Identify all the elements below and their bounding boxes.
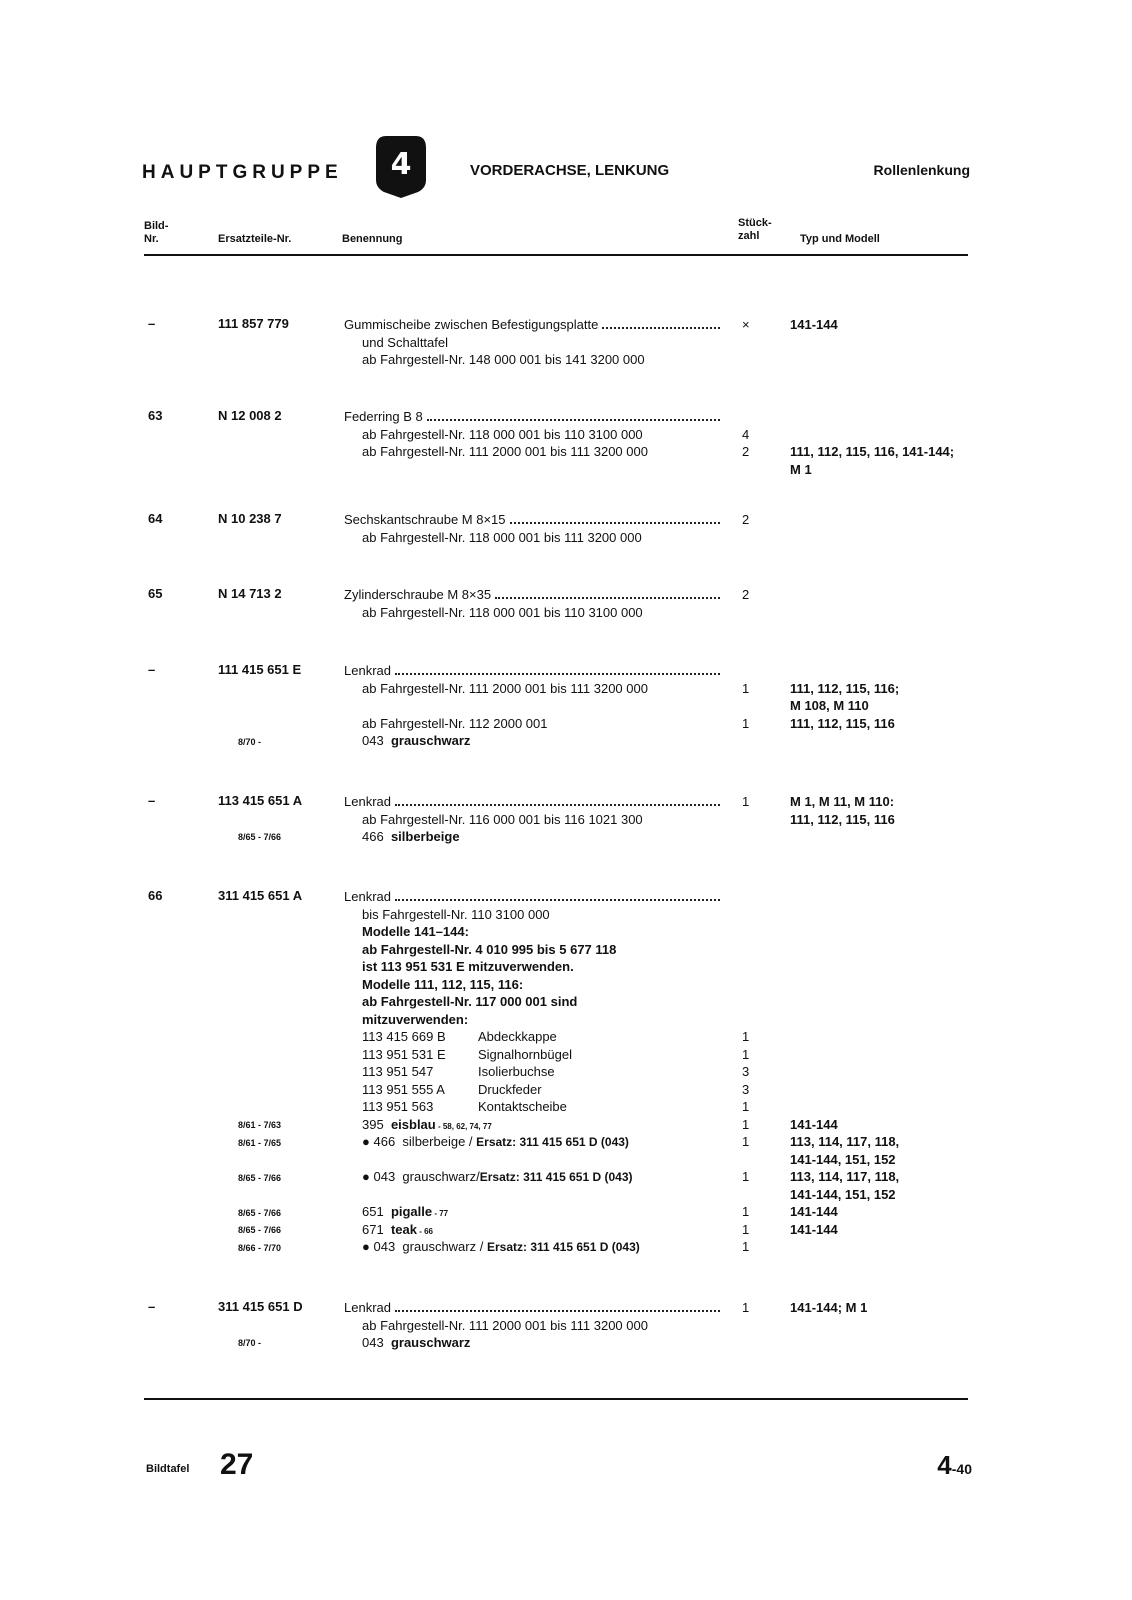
qty-value: 1: [742, 1029, 750, 1044]
group-label: HAUPTGRUPPE: [142, 162, 343, 183]
col-name: Benennung: [342, 233, 403, 245]
part-number: 113 415 651 A: [218, 793, 303, 808]
desc-line: ab Fahrgestell-Nr. 111 2000 001 bis 111 3200 000: [362, 444, 648, 459]
desc-line: bis Fahrgestell-Nr. 110 3100 000: [362, 906, 550, 922]
qty-value: ×: [742, 317, 750, 332]
qty: [742, 793, 772, 811]
color-name: silberbeige /: [402, 1134, 477, 1149]
bild-nr: –: [148, 1299, 156, 1314]
type-value: 141-144: [790, 1221, 838, 1237]
col-bild-2: Nr.: [144, 233, 159, 245]
color-name: eisblau: [390, 1116, 436, 1132]
color-name: silberbeige: [390, 829, 460, 844]
desc-line: Lenkrad: [344, 794, 391, 809]
leader-dots: [602, 317, 720, 329]
desc-line: ab Fahrgestell-Nr. 118 000 001 bis 110 3100 000: [362, 604, 643, 620]
type-value: 141-144; M 1: [790, 1300, 868, 1315]
date-range: 8/65 - 7/66: [238, 1208, 282, 1218]
type: [790, 408, 990, 478]
sub-part-row: [344, 1063, 720, 1081]
qty-value: 1: [742, 715, 750, 731]
date-range: 8/70 -: [238, 737, 262, 747]
col-part: Ersatzteile-Nr.: [218, 233, 292, 245]
date-range: 8/66 - 7/70: [238, 1243, 282, 1253]
color-name: grauschwarz: [390, 1335, 471, 1350]
replacement-ref: Ersatz: 311 415 651 D (043): [476, 1135, 629, 1149]
col-qty: [738, 217, 772, 243]
date-range: 8/70 -: [238, 1338, 262, 1348]
desc-line: ab Fahrgestell-Nr. 118 000 001 bis 110 3100 000: [362, 426, 643, 442]
desc-line: ab Fahrgestell-Nr. 111 2000 001 bis 111 3200 000: [362, 1317, 648, 1333]
color-name: pigalle: [390, 1204, 433, 1219]
bild-nr: –: [148, 662, 156, 677]
description: [344, 511, 720, 546]
model-note: - 58, 62, 74, 77: [435, 1121, 492, 1131]
footer-rule: [144, 1398, 968, 1400]
part-number: N 10 238 7: [218, 511, 282, 526]
type-value: 111, 112, 115, 116: [790, 715, 895, 731]
color-name: teak: [390, 1221, 417, 1237]
qty-value: 1: [742, 1116, 750, 1132]
bild-nr: 65: [148, 586, 163, 601]
date-range: 8/65 - 7/66: [238, 1173, 282, 1183]
section-title: Rollenlenkung: [873, 162, 970, 178]
leader-dots: [427, 409, 720, 421]
color-code: 651: [362, 1204, 384, 1219]
sub-part-name: Signalhornbügel: [478, 1046, 572, 1062]
header-rule: [144, 254, 968, 256]
sub-part-row: [344, 1081, 720, 1099]
qty-value: 1: [742, 1169, 750, 1184]
leader-dots: [395, 1300, 720, 1312]
replacement-dot: ●: [362, 1239, 370, 1254]
type-value: 141-144, 151, 152: [790, 1151, 896, 1167]
qty-value: 1: [742, 680, 750, 696]
part-number: N 14 713 2: [218, 586, 282, 601]
qty-value: 3: [742, 1081, 750, 1097]
description: [344, 662, 720, 750]
date-range: 8/65 - 7/66: [238, 832, 282, 842]
desc-line: ab Fahrgestell-Nr. 118 000 001 bis 111 3200 000: [362, 529, 642, 545]
sub-part-row: [344, 1028, 720, 1046]
sub-part-name: Druckfeder: [478, 1081, 542, 1097]
desc-line: und Schalttafel: [362, 334, 449, 350]
desc-line: Federring B 8: [344, 409, 423, 424]
qty: [742, 511, 772, 529]
color-name: grauschwarz: [390, 733, 471, 748]
desc-line: Lenkrad: [344, 1300, 391, 1315]
part-number: N 12 008 2: [218, 408, 282, 423]
leader-dots: [395, 794, 720, 806]
replacement-ref: Ersatz: 311 415 651 D (043): [486, 1240, 640, 1254]
color-variant: [344, 1221, 720, 1239]
description: [344, 408, 720, 461]
qty-value: 1: [742, 1134, 750, 1149]
bild-nr: 66: [148, 888, 163, 903]
leader-dots: [510, 512, 720, 524]
type-value: 111, 112, 115, 116: [790, 811, 895, 827]
date-range: 8/65 - 7/66: [238, 1225, 282, 1235]
type-value: 141-144, 151, 152: [790, 1186, 896, 1202]
color-code: 043: [362, 733, 384, 748]
sub-part-name: Isolierbuchse: [478, 1064, 555, 1079]
description: [344, 586, 720, 621]
qty-value: 4: [742, 426, 750, 442]
group-number: 4: [390, 147, 412, 182]
desc-line: ab Fahrgestell-Nr. 117 000 001 sind: [362, 994, 578, 1009]
qty-value: 1: [742, 1239, 750, 1254]
page-number: [937, 1450, 972, 1481]
desc-line: ist 113 951 531 E mitzuverwenden.: [362, 959, 574, 974]
type-value: M 1, M 11, M 110:: [790, 794, 895, 809]
replacement-dot: ●: [362, 1134, 370, 1149]
type: [790, 662, 990, 732]
sub-part-number: 113 415 669 B: [362, 1029, 446, 1044]
type-value: 111, 112, 115, 116, 141-144;: [790, 444, 955, 459]
footer-label: Bildtafel: [146, 1463, 190, 1475]
desc-line: Modelle 111, 112, 115, 116:: [362, 976, 524, 992]
part-number: 111 857 779: [218, 316, 289, 331]
sub-part-row: [344, 1046, 720, 1064]
col-type: Typ und Modell: [800, 233, 880, 245]
replacement-dot: ●: [362, 1169, 370, 1184]
leader-dots: [395, 663, 720, 675]
qty-value: 1: [742, 1204, 750, 1219]
type: [790, 316, 990, 334]
type-value: M 108, M 110: [790, 698, 869, 713]
type-value: 113, 114, 117, 118,: [790, 1134, 900, 1149]
color-code: 043: [373, 1169, 396, 1184]
page-title: VORDERACHSE, LENKUNG: [470, 162, 670, 179]
sub-part-number: 113 951 531 E: [362, 1046, 446, 1062]
color-variant: [344, 1168, 720, 1186]
qty-value: 1: [742, 794, 750, 809]
description: [344, 888, 720, 1256]
col-qty-1: Stück-: [738, 217, 772, 229]
desc-line: ab Fahrgestell-Nr. 111 2000 001 bis 111 3200 000: [362, 680, 648, 696]
leader-dots: [495, 587, 720, 599]
qty-value: 2: [742, 512, 750, 527]
page-number-sub: -40: [951, 1461, 972, 1477]
color-code: 466: [362, 829, 384, 844]
col-bild: [144, 220, 168, 246]
type-value: 141-144: [790, 1116, 838, 1132]
color-name: grauschwarz/: [402, 1169, 480, 1184]
bild-nr: 63: [148, 408, 163, 423]
color-variant: [344, 1116, 720, 1134]
bild-nr: 64: [148, 511, 163, 526]
bild-nr: –: [148, 793, 156, 808]
desc-line: ab Fahrgestell-Nr. 116 000 001 bis 116 1021 300: [362, 811, 643, 827]
type: [790, 888, 990, 1238]
sub-part-number: 113 951 547: [362, 1064, 434, 1079]
sub-part-row: [344, 1098, 720, 1116]
qty: [742, 408, 772, 461]
qty: [742, 1299, 772, 1317]
part-number: 311 415 651 A: [218, 888, 303, 903]
plate-number: 27: [220, 1448, 254, 1481]
color-code: 395: [362, 1116, 384, 1132]
type-value: 141-144: [790, 1204, 838, 1219]
qty-value: 3: [742, 1064, 750, 1079]
qty-value: 2: [742, 444, 750, 459]
desc-line: ab Fahrgestell-Nr. 4 010 995 bis 5 677 118: [362, 941, 617, 957]
desc-line: Sechskantschraube M 8×15: [344, 512, 506, 527]
col-bild-1: Bild-: [144, 220, 169, 232]
color-name: grauschwarz /: [402, 1239, 487, 1254]
model-note: - 77: [432, 1209, 449, 1218]
sub-part-name: Abdeckkappe: [478, 1029, 557, 1044]
part-number: 311 415 651 D: [218, 1299, 303, 1314]
color-code: 043: [373, 1239, 396, 1254]
group-badge: [376, 136, 426, 198]
color-variant: [344, 1203, 720, 1221]
bild-nr: –: [148, 316, 156, 331]
desc-line: Lenkrad: [344, 663, 391, 678]
page-number-main: 4: [937, 1450, 952, 1480]
description: [344, 1299, 720, 1352]
qty-value: 1: [742, 1046, 750, 1062]
desc-line: Gummischeibe zwischen Befestigungsplatte: [344, 317, 599, 332]
type-value: M 1: [790, 461, 812, 477]
description: [344, 793, 720, 846]
qty-value: 1: [742, 1221, 750, 1237]
qty-value: 2: [742, 587, 750, 602]
description: [344, 316, 720, 369]
qty: [742, 316, 772, 334]
color-variant: [344, 1238, 720, 1256]
type: [790, 1299, 990, 1317]
color-code: 671: [362, 1221, 384, 1237]
color-code: 466: [373, 1134, 396, 1149]
qty-value: 1: [742, 1300, 750, 1315]
leader-dots: [395, 889, 720, 901]
col-qty-2: zahl: [738, 230, 760, 242]
sub-part-number: 113 951 555 A: [362, 1081, 445, 1097]
model-note: - 66: [416, 1226, 433, 1236]
replacement-ref: Ersatz: 311 415 651 D (043): [479, 1170, 633, 1184]
qty: [742, 586, 772, 604]
desc-line: ab Fahrgestell-Nr. 112 2000 001: [362, 715, 548, 731]
qty-value: 1: [742, 1099, 750, 1114]
type-value: 141-144: [790, 317, 838, 332]
desc-line: mitzuverwenden:: [362, 1011, 469, 1027]
part-number: 111 415 651 E: [218, 662, 302, 677]
type: [790, 793, 990, 828]
qty: [742, 888, 772, 1256]
date-range: 8/61 - 7/65: [238, 1138, 282, 1148]
type-value: 111, 112, 115, 116;: [790, 680, 900, 696]
color-variant: [344, 1133, 720, 1151]
color-code: 043: [362, 1335, 384, 1350]
desc-line: Zylinderschraube M 8×35: [344, 587, 492, 602]
date-range: 8/61 - 7/63: [238, 1120, 282, 1130]
desc-line: ab Fahrgestell-Nr. 148 000 001 bis 141 3200 000: [362, 352, 645, 367]
qty: [742, 662, 772, 732]
type-value: 113, 114, 117, 118,: [790, 1169, 900, 1184]
desc-line: Modelle 141–144:: [362, 924, 469, 939]
sub-part-name: Kontaktscheibe: [478, 1099, 567, 1114]
desc-line: Lenkrad: [344, 889, 391, 904]
sub-part-number: 113 951 563: [362, 1099, 434, 1114]
